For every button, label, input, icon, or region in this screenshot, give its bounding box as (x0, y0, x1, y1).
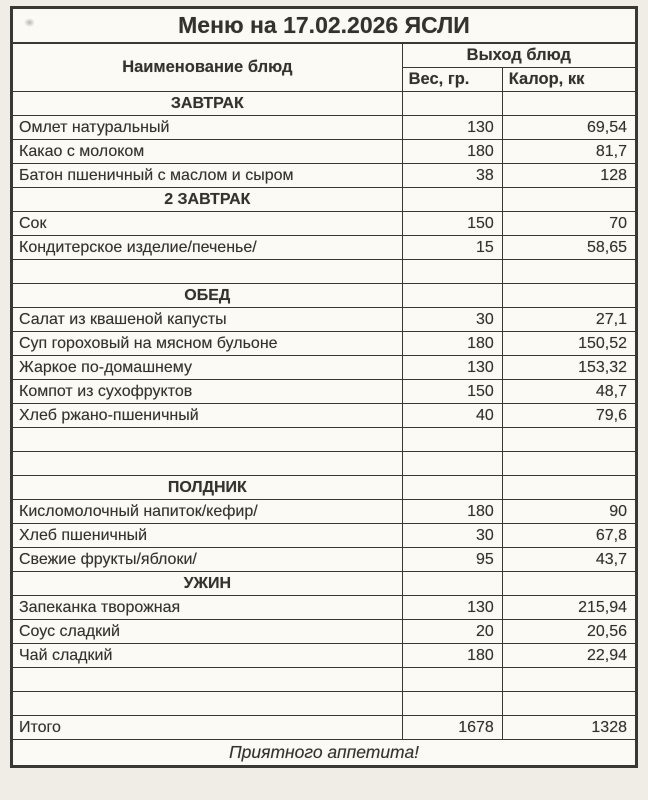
weight-cell (402, 260, 502, 284)
calories-cell: 58,65 (502, 236, 636, 260)
weight-cell: 180 (402, 644, 502, 668)
calories-cell (502, 92, 636, 116)
dish-name-cell: Кондитерское изделие/печенье/ (12, 236, 403, 260)
empty-row (12, 668, 637, 692)
empty-row (12, 452, 637, 476)
dish-name-cell: Омлет натуральный (12, 116, 403, 140)
calories-cell: 81,7 (502, 140, 636, 164)
calories-cell (502, 452, 636, 476)
dish-name-cell: Жаркое по-домашнему (12, 356, 403, 380)
weight-cell (402, 668, 502, 692)
weight-cell (402, 428, 502, 452)
weight-cell: 130 (402, 596, 502, 620)
section-row (12, 284, 637, 308)
dish-name-cell: ПОЛДНИК (12, 476, 403, 500)
calories-cell: 20,56 (502, 620, 636, 644)
dish-name-cell: Сок (12, 212, 403, 236)
calories-cell: 22,94 (502, 644, 636, 668)
calories-cell: 153,32 (502, 356, 636, 380)
weight-cell: 20 (402, 620, 502, 644)
weight-cell: 15 (402, 236, 502, 260)
scan-artifact (24, 18, 35, 27)
calories-cell: 70 (502, 212, 636, 236)
dish-name-cell: Хлеб ржано-пшеничный (12, 404, 403, 428)
menu-item-row (12, 164, 637, 188)
dish-name-cell: ОБЕД (12, 284, 403, 308)
menu-item-row (12, 356, 637, 380)
calories-cell: 43,7 (502, 548, 636, 572)
menu-rows (12, 92, 637, 740)
section-row (12, 92, 637, 116)
calories-cell: 128 (502, 164, 636, 188)
column-header-dish-name: Наименование блюд (12, 43, 403, 92)
header-row-top (12, 43, 637, 68)
weight-cell: 40 (402, 404, 502, 428)
footer-row (12, 740, 637, 767)
calories-cell: 69,54 (502, 116, 636, 140)
calories-cell (502, 188, 636, 212)
empty-row (12, 260, 637, 284)
weight-cell (402, 452, 502, 476)
weight-cell (402, 92, 502, 116)
calories-cell (502, 692, 636, 716)
column-group-header-output: Выход блюд (402, 43, 636, 68)
calories-cell: 48,7 (502, 380, 636, 404)
dish-name-cell: Салат из квашеной капусты (12, 308, 403, 332)
weight-cell (402, 572, 502, 596)
menu-item-row (12, 380, 637, 404)
dish-name-cell: УЖИН (12, 572, 403, 596)
column-header-weight: Вес, гр. (402, 68, 502, 92)
dish-name-cell: Кисломолочный напиток/кефир/ (12, 500, 403, 524)
menu-item-row (12, 308, 637, 332)
menu-table (10, 6, 638, 768)
calories-cell (502, 260, 636, 284)
dish-name-cell: Хлеб пшеничный (12, 524, 403, 548)
dish-name-cell: Суп гороховый на мясном бульоне (12, 332, 403, 356)
calories-cell (502, 428, 636, 452)
table-title-row (12, 8, 637, 44)
weight-cell (402, 188, 502, 212)
menu-title: Меню на 17.02.2026 ЯСЛИ (12, 8, 637, 44)
dish-name-cell: Соус сладкий (12, 620, 403, 644)
dish-name-cell: Свежие фрукты/яблоки/ (12, 548, 403, 572)
weight-cell: 130 (402, 116, 502, 140)
dish-name-cell (12, 668, 403, 692)
calories-cell (502, 476, 636, 500)
calories-cell (502, 668, 636, 692)
section-row (12, 188, 637, 212)
dish-name-cell: 2 ЗАВТРАК (12, 188, 403, 212)
calories-cell: 150,52 (502, 332, 636, 356)
section-row (12, 572, 637, 596)
dish-name-cell: Компот из сухофруктов (12, 380, 403, 404)
calories-cell: 79,6 (502, 404, 636, 428)
weight-cell (402, 692, 502, 716)
dish-name-cell: Батон пшеничный с маслом и сыром (12, 164, 403, 188)
calories-cell: 27,1 (502, 308, 636, 332)
empty-row (12, 692, 637, 716)
weight-cell (402, 284, 502, 308)
footer-message: Приятного аппетита! (12, 740, 637, 767)
weight-cell: 30 (402, 524, 502, 548)
weight-cell: 150 (402, 212, 502, 236)
dish-name-cell: ЗАВТРАК (12, 92, 403, 116)
menu-item-row (12, 620, 637, 644)
calories-cell: 1328 (502, 716, 636, 740)
calories-cell: 67,8 (502, 524, 636, 548)
calories-cell (502, 284, 636, 308)
dish-name-cell (12, 452, 403, 476)
menu-item-row (12, 116, 637, 140)
dish-name-cell: Какао с молоком (12, 140, 403, 164)
weight-cell: 130 (402, 356, 502, 380)
calories-cell: 215,94 (502, 596, 636, 620)
weight-cell: 95 (402, 548, 502, 572)
weight-cell: 180 (402, 332, 502, 356)
menu-item-row (12, 332, 637, 356)
dish-name-cell (12, 260, 403, 284)
column-header-calories: Калор, кк (502, 68, 636, 92)
dish-name-cell (12, 428, 403, 452)
weight-cell: 1678 (402, 716, 502, 740)
calories-cell: 90 (502, 500, 636, 524)
menu-item-row (12, 140, 637, 164)
menu-item-row (12, 236, 637, 260)
dish-name-cell (12, 692, 403, 716)
menu-item-row (12, 500, 637, 524)
menu-item-row (12, 548, 637, 572)
weight-cell: 30 (402, 308, 502, 332)
weight-cell: 180 (402, 500, 502, 524)
menu-item-row (12, 404, 637, 428)
empty-row (12, 428, 637, 452)
menu-item-row (12, 644, 637, 668)
dish-name-cell: Итого (12, 716, 403, 740)
weight-cell (402, 476, 502, 500)
dish-name-cell: Запеканка творожная (12, 596, 403, 620)
menu-item-row (12, 212, 637, 236)
weight-cell: 150 (402, 380, 502, 404)
calories-cell (502, 572, 636, 596)
total-row (12, 716, 637, 740)
menu-item-row (12, 524, 637, 548)
weight-cell: 38 (402, 164, 502, 188)
dish-name-cell: Чай сладкий (12, 644, 403, 668)
menu-item-row (12, 596, 637, 620)
weight-cell: 180 (402, 140, 502, 164)
section-row (12, 476, 637, 500)
